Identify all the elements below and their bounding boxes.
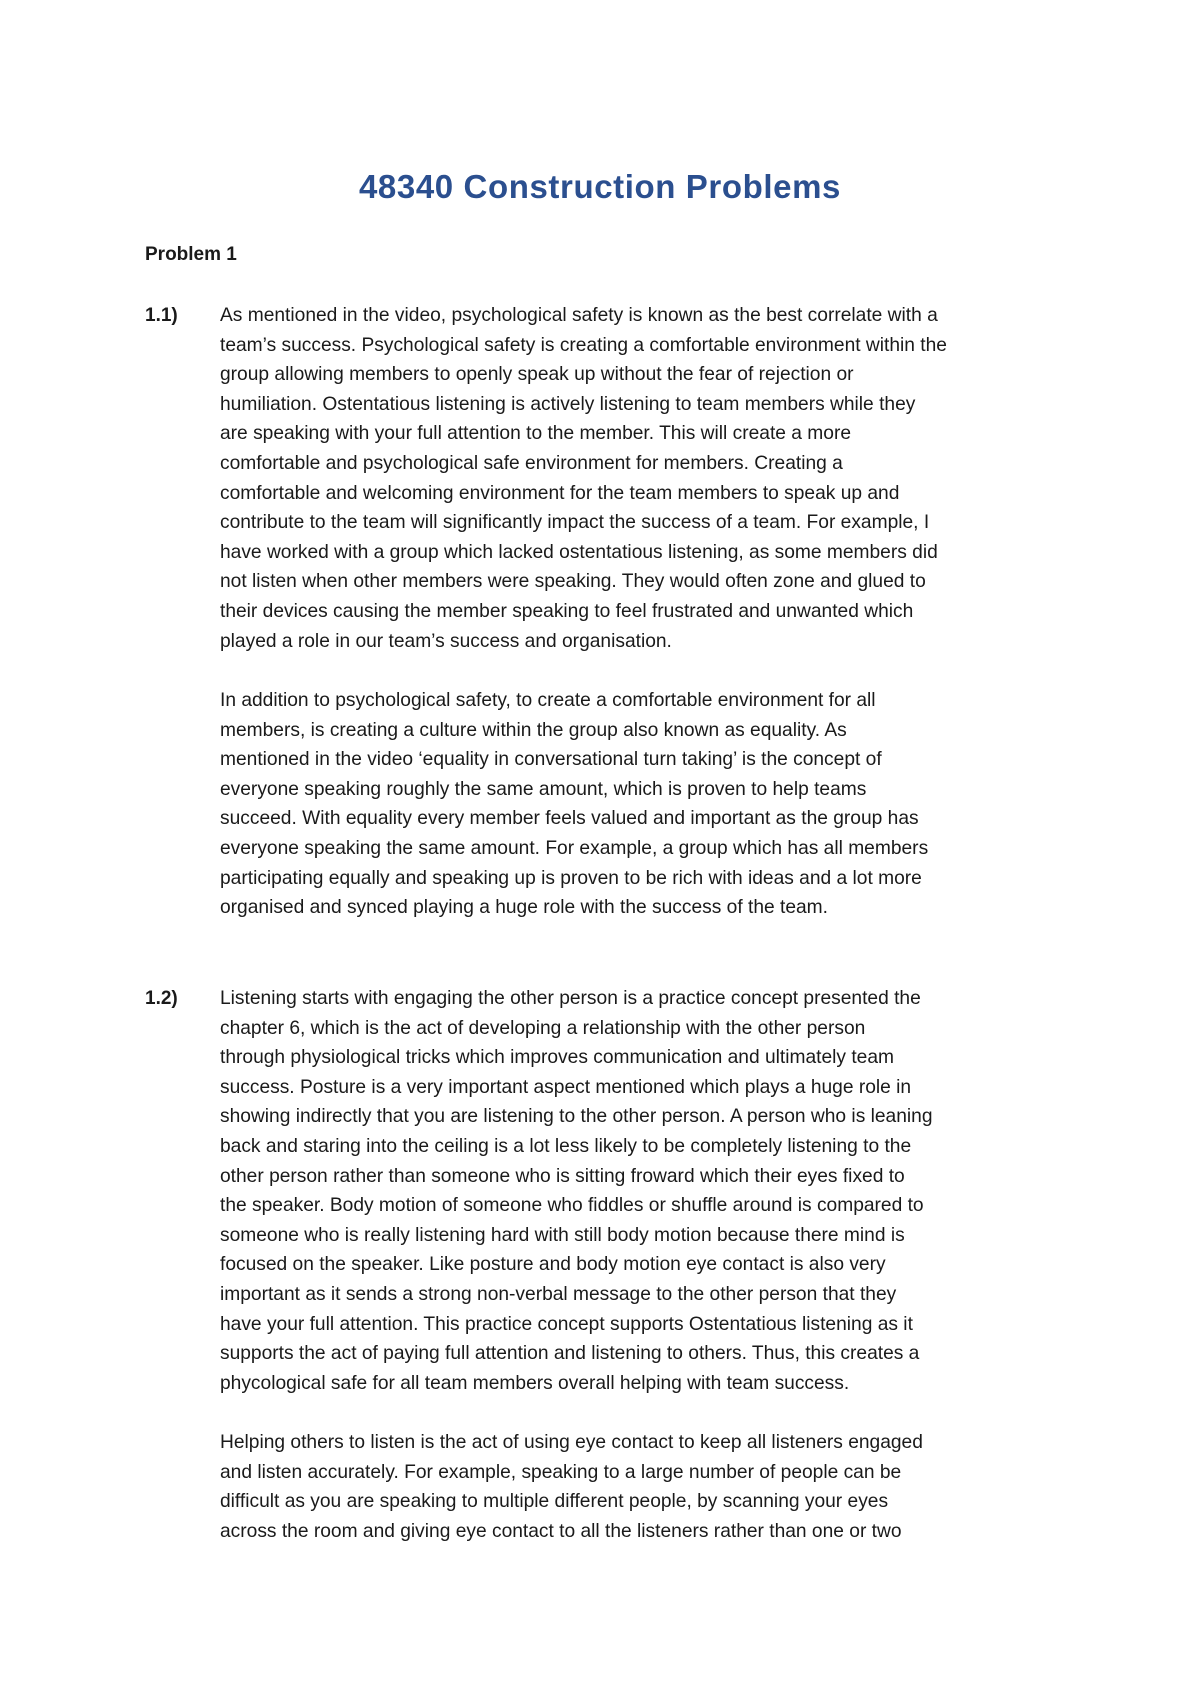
text-line: across the room and giving eye contact to all the listeners rather than one or two [220,1520,902,1542]
text-line: organised and synced playing a huge role with the success of the team. [220,897,828,919]
text-line: supports the act of paying full attention and listening to others. Thus, this creates a [220,1343,920,1365]
text-line: Helping others to listen is the act of using eye contact to keep all listeners engaged [220,1432,923,1453]
paragraph-1-2-a [220,984,1060,1398]
text-line: have worked with a group which lacked ostentatious listening, as some members did [220,541,938,563]
text-line: group allowing members to openly speak up without the fear of rejection or [220,364,854,386]
text-line: showing indirectly that you are listening to the other person. A person who is leaning [220,1106,933,1128]
text-line: humiliation. Ostentatious listening is actively listening to team members while they [220,393,916,415]
text-line: important as it sends a strong non-verbal message to the other person that they [220,1283,897,1305]
text-line: comfortable and psychological safe environment for members. Creating a [220,452,843,474]
document-title: 48340 Construction Problems [358,168,841,205]
text-line: mentioned in the video ‘equality in conversational turn taking’ is the concept of [220,749,882,771]
text-line: not listen when other members were speaking. They would often zone and glued to [220,571,926,593]
text-line: contribute to the team will significantly impact the success of a team. For example, I [220,512,930,534]
item-label-1-2: 1.2) [145,988,178,1009]
text-line: through physiological tricks which improves communication and ultimately team [220,1047,894,1069]
text-line: and listen accurately. For example, speaking to a large number of people can be [220,1461,902,1483]
text-line: team’s success. Psychological safety is creating a comfortable environment within the [220,334,947,356]
text-line: everyone speaking the same amount. For example, a group which has all members [220,837,929,859]
text-line: the speaker. Body motion of someone who fiddles or shuffle around is compared to [220,1195,924,1217]
text-line: chapter 6, which is the act of developing a relationship with the other person [220,1017,866,1039]
text-line: focused on the speaker. Like posture and body motion eye contact is also very [220,1254,886,1276]
text-line: someone who is really listening hard with still body motion because there mind is [220,1224,905,1246]
text-line: Listening starts with engaging the other person is a practice concept presented the [220,988,921,1009]
text-line: succeed. With equality every member feels valued and important as the group has [220,808,919,830]
text-line: played a role in our team’s success and organisation. [220,630,672,652]
paragraph-1-1-b [220,686,1060,923]
text-line: As mentioned in the video, psychological safety is known as the best correlate with a [220,305,938,326]
text-line: other person rather than someone who is sitting froward which their eyes fixed to [220,1165,905,1187]
paragraph-1-2-b [220,1428,1060,1546]
text-line: In addition to psychological safety, to create a comfortable environment for all [220,690,876,711]
text-line: difficult as you are speaking to multiple different people, by scanning your eyes [220,1491,889,1513]
item-label-1-1: 1.1) [145,305,178,326]
text-line: are speaking with your full attention to the member. This will create a more [220,423,852,445]
text-line: have your full attention. This practice concept supports Ostentatious listening as it [220,1313,913,1335]
text-line: participating equally and speaking up is proven to be rich with ideas and a lot more [220,867,922,889]
text-line: phycological safe for all team members overall helping with team success. [220,1372,850,1394]
text-line: comfortable and welcoming environment for the team members to speak up and [220,482,900,504]
text-line: members, is creating a culture within the group also known as equality. As [220,719,847,741]
text-line: back and staring into the ceiling is a lot less likely to be completely listening to the [220,1135,912,1157]
paragraph-1-1-a [220,301,1060,656]
text-line: success. Posture is a very important aspect mentioned which plays a huge role in [220,1076,912,1098]
section-heading: Problem 1 [145,244,237,265]
text-line: everyone speaking roughly the same amount, which is proven to help teams [220,778,867,800]
text-line: their devices causing the member speaking to feel frustrated and unwanted which [220,600,914,622]
